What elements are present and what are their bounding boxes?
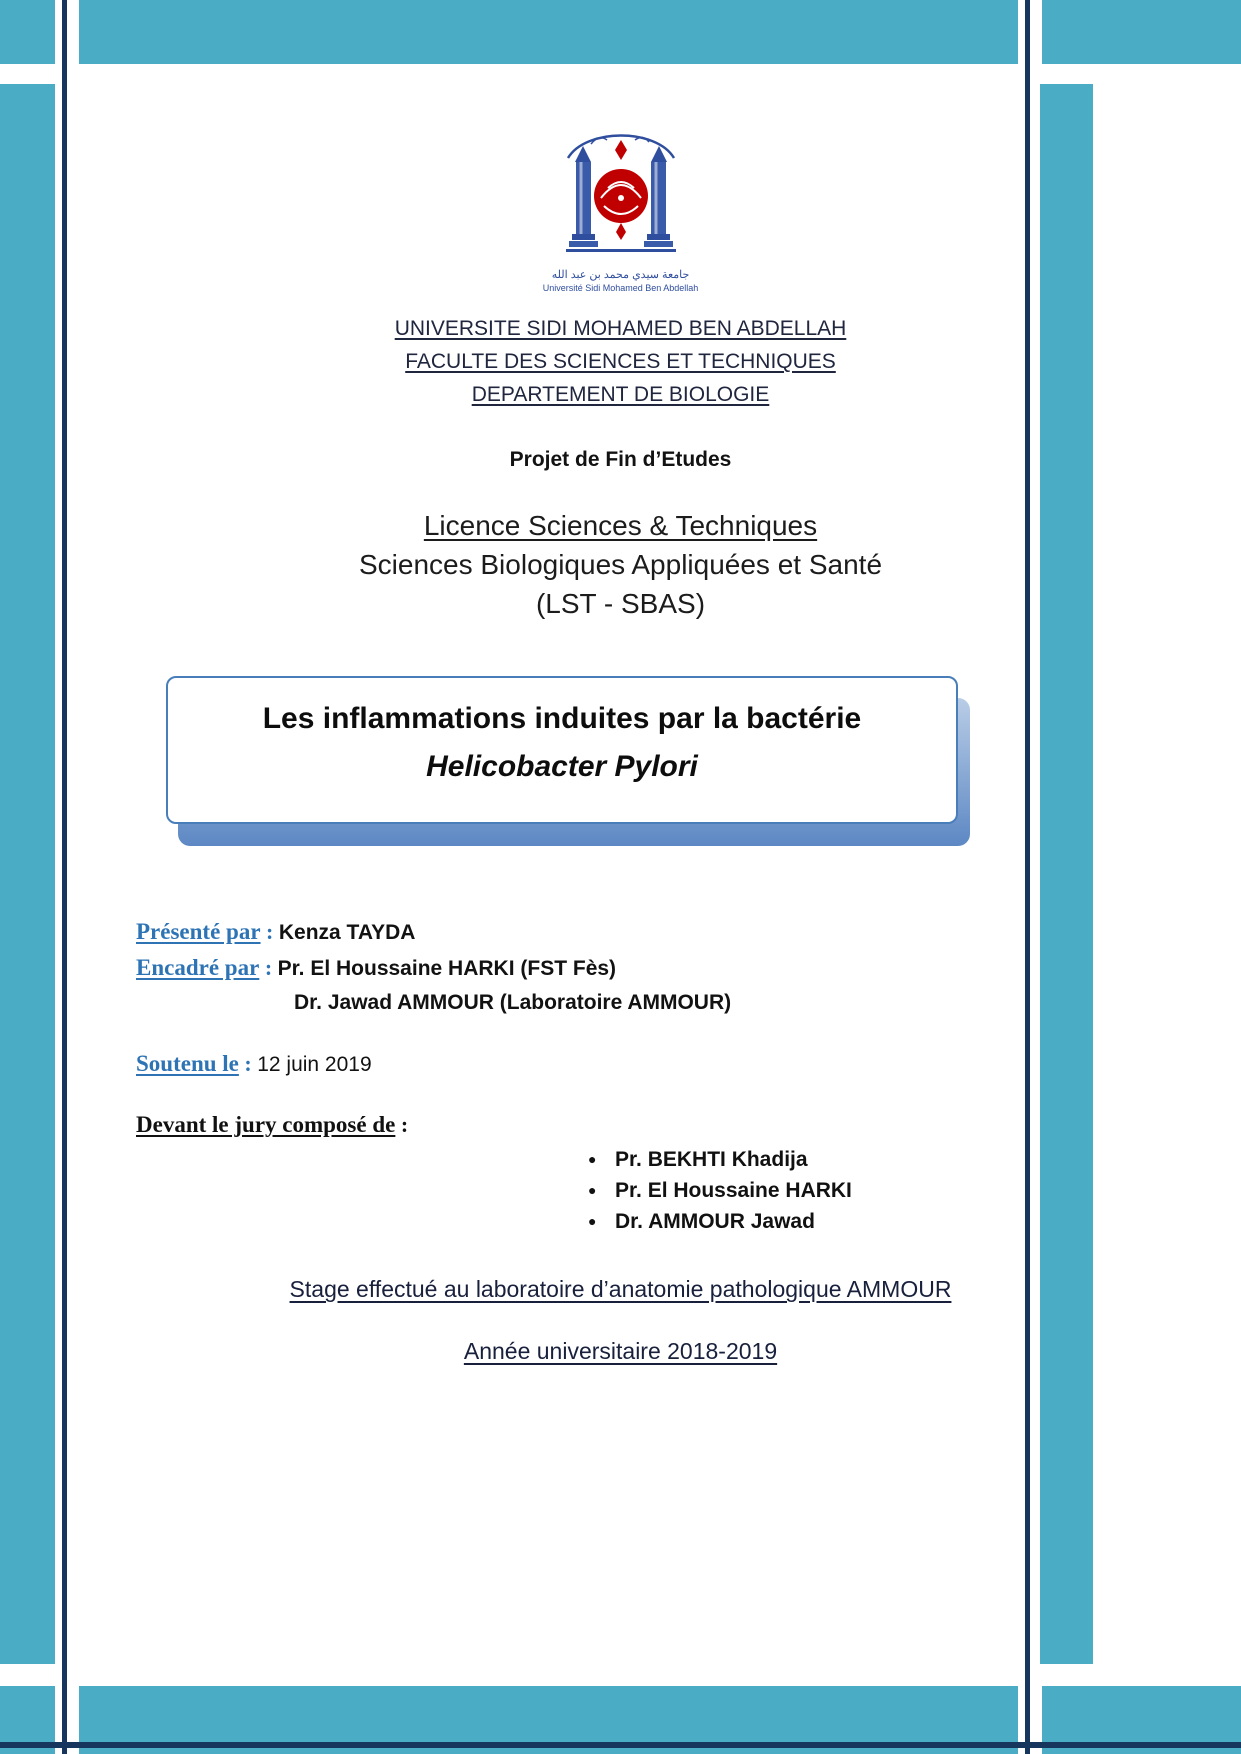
jury-member-name: Pr. El Houssaine HARKI (615, 1179, 852, 1202)
university-logo (0, 118, 1241, 294)
logo-caption: Université Sidi Mohamed Ben Abdellah (542, 283, 699, 293)
separator: : (259, 955, 278, 980)
degree-specialty: Sciences Biologiques Appliquées et Santé (358, 549, 883, 580)
supervisor-2-name: Dr. Jawad AMMOUR (Laboratoire AMMOUR) (294, 991, 732, 1014)
student-name: Kenza TAYDA (278, 921, 416, 944)
credits-block (136, 914, 996, 1143)
jury-member (588, 1206, 852, 1237)
border-gap-top-right (1018, 0, 1042, 64)
faculty-name: FACULTE DES SCIENCES ET TECHNIQUES (405, 350, 836, 373)
jury-member-name: Dr. AMMOUR Jawad (615, 1210, 815, 1233)
jury-header-label: Devant le jury composé de (136, 1112, 396, 1137)
thesis-title-line1: Les inflammations induites par la bactérie (262, 702, 862, 735)
jury-list (588, 1144, 852, 1237)
academic-year: Année universitaire 2018-2019 (463, 1338, 778, 1364)
institution-header (0, 312, 1241, 411)
degree-abbreviation: (LST - SBAS) (535, 588, 706, 619)
defense-date: 12 juin 2019 (257, 1053, 372, 1076)
bullet-icon: ● (588, 1213, 597, 1229)
supervised-by-line (136, 950, 996, 986)
department-name: DEPARTEMENT DE BIOLOGIE (471, 383, 770, 406)
thesis-title-line2: Helicobacter Pylori (426, 750, 698, 783)
logo-arabic-name: جامعة سيدي محمد بن عبد الله (551, 269, 690, 281)
supervisor-2-line (136, 986, 996, 1019)
degree-name: Licence Sciences & Techniques (423, 510, 818, 541)
bottom-accent-line (0, 1742, 1241, 1748)
separator: : (395, 1112, 409, 1137)
bullet-icon: ● (588, 1151, 597, 1167)
presented-by-label: Présenté par (136, 919, 261, 944)
jury-member (588, 1175, 852, 1206)
top-border-band (0, 0, 1241, 64)
defense-date-label: Soutenu le (136, 1051, 239, 1076)
border-gap-top-left (55, 0, 79, 64)
thesis-title-box (166, 676, 958, 824)
presented-by-line (136, 914, 996, 950)
supervisor-1-name: Pr. El Houssaine HARKI (FST Fès) (277, 957, 617, 980)
defense-date-line (136, 1046, 996, 1082)
jury-member-name: Pr. BEKHTI Khadija (615, 1148, 808, 1171)
university-name: UNIVERSITE SIDI MOHAMED BEN ABDELLAH (394, 317, 847, 340)
project-type-label: Projet de Fin d’Etudes (509, 448, 732, 471)
bullet-icon: ● (588, 1182, 597, 1198)
degree-block (0, 506, 1241, 623)
internship-note: Stage effectué au laboratoire d’anatomie pathologique AMMOUR (289, 1276, 952, 1302)
jury-header-line (136, 1107, 996, 1143)
supervised-by-label: Encadré par (136, 955, 260, 980)
separator: : (238, 1051, 258, 1076)
university-emblem-icon (546, 118, 696, 268)
jury-member (588, 1144, 852, 1175)
separator: : (260, 919, 279, 944)
